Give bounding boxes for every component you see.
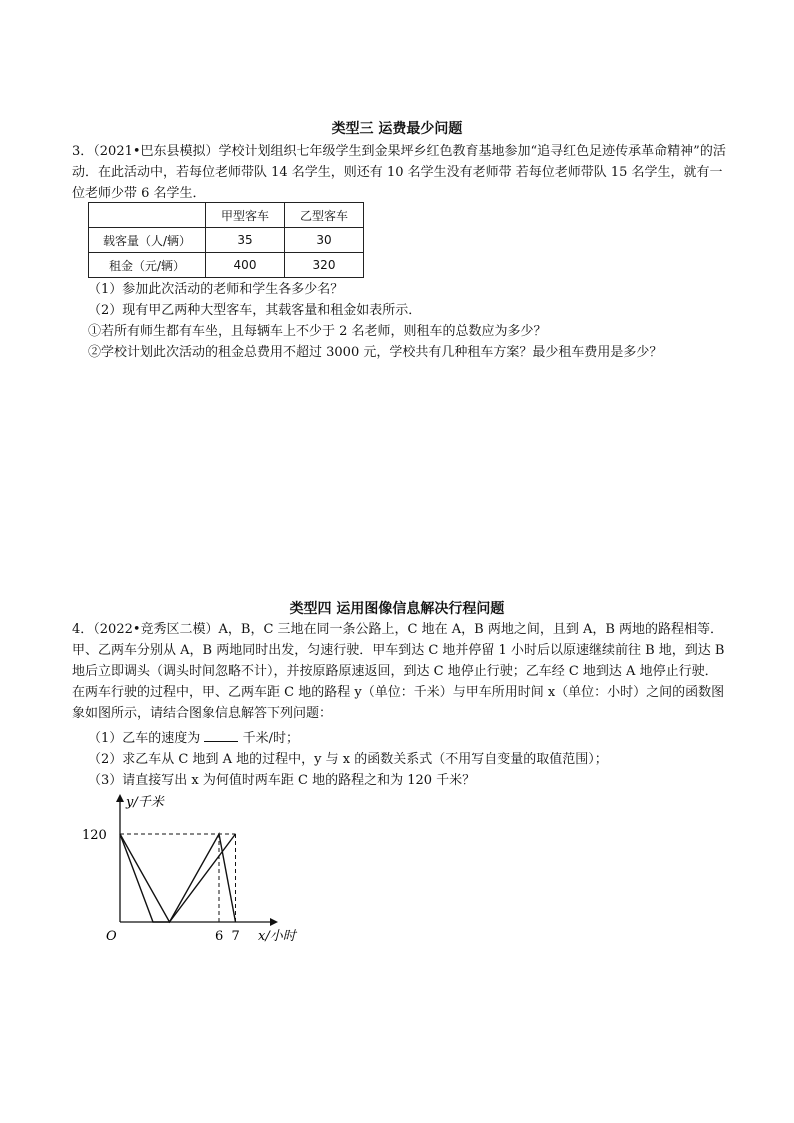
table-cell: 载客量（人/辆） bbox=[89, 228, 206, 253]
table-row bbox=[89, 253, 364, 278]
series-line-1 bbox=[120, 834, 236, 922]
table-cell: 30 bbox=[285, 228, 364, 253]
x-axis-label: x/小时 bbox=[258, 929, 296, 944]
x-axis-arrow bbox=[270, 918, 278, 926]
table-cell bbox=[89, 203, 206, 228]
answer-blank bbox=[204, 729, 238, 742]
q4-sub3: （3）请直接写出 x 为何值时两车距 C 地的路程之和为 120 千米？ bbox=[88, 773, 476, 788]
y-tick-label: 120 bbox=[82, 828, 107, 843]
q3-sub2: （2）现有甲乙两种大型客车，其载客量和租金如表所示． bbox=[88, 303, 422, 318]
origin-label: O bbox=[106, 929, 117, 944]
table-cell: 320 bbox=[285, 253, 364, 278]
table-cell: 租金（元/辆） bbox=[89, 253, 206, 278]
q3-sub1: （1）参加此次活动的老师和学生各多少名？ bbox=[88, 282, 344, 297]
q4-sub1 bbox=[88, 727, 299, 746]
y-axis-arrow bbox=[116, 794, 124, 802]
section4-title: 类型四 运用图像信息解决行程问题 bbox=[289, 601, 505, 617]
rent-table bbox=[88, 202, 364, 278]
x-tick-label: 6 bbox=[215, 929, 224, 944]
section3-title: 类型三 运费最少问题 bbox=[331, 121, 463, 137]
table-row bbox=[89, 228, 364, 253]
table-cell: 甲型客车 bbox=[206, 203, 285, 228]
table-cell: 35 bbox=[206, 228, 285, 253]
question-3-text: 3．（2021•巴东县模拟）学校计划组织七年级学生到金果坪乡红色教育基地参加“追寻红色足迹传承革命精神”的活动．在此活动中，若每位老师带队 14 名学生，则还有 10 名学生没有老师带 若每位老师带队 15 名学生，就有一位老师少带 6 名学生． bbox=[72, 144, 726, 201]
table-cell: 乙型客车 bbox=[285, 203, 364, 228]
q4-sub2: （2）求乙车从 C 地到 A 地的过程中，y 与 x 的函数关系式（不用写自变量的取值范围）； bbox=[88, 752, 608, 767]
series-line-2 bbox=[120, 834, 236, 922]
question-4-text: 4．（2022•竞秀区二模）A，B，C 三地在同一条公路上，C 地在 A，B 两地之间，且到 A，B 两地的路程相等．甲、乙两车分别从 A，B 两地同时出发，匀速行驶．甲车到达 C 地并停留 1 小时后以原速继续前往 B 地，到达 B 地后立即调头（调头时间忽略不计），并按原路原速返回，到达 C 地停止行驶；乙车经 C 地到达 A 地停止行驶．在两车行驶的过程中，甲、乙两车距 C 地的路程 y（单位：千米）与甲车所用时间 x（单位：小时）之间的函数图象如图所示，请结合图象信息解答下列问题： bbox=[72, 622, 725, 721]
q4-sub1-prefix: （1）乙车的速度为 bbox=[88, 731, 201, 746]
table-cell: 400 bbox=[206, 253, 285, 278]
q3-sub2a: ①若所有师生都有车坐，且每辆车上不少于 2 名老师，则租车的总数应为多少？ bbox=[88, 324, 547, 339]
q4-sub1-suffix: 千米/时； bbox=[242, 731, 299, 746]
table-row bbox=[89, 203, 364, 228]
y-axis-label: y/千米 bbox=[126, 795, 164, 810]
distance-time-graph bbox=[80, 788, 320, 953]
x-tick-label: 7 bbox=[231, 929, 240, 944]
q3-sub2b: ②学校计划此次活动的租金总费用不超过 3000 元，学校共有几种租车方案？最少租车费用是多少？ bbox=[88, 345, 663, 360]
